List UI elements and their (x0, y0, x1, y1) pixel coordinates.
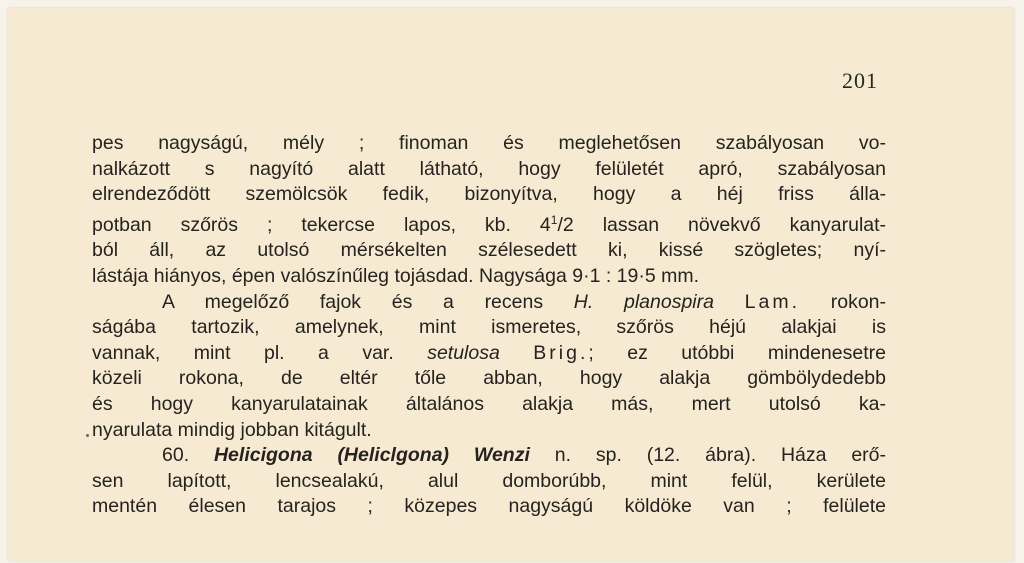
print-speck (86, 434, 89, 437)
whorl-fraction-numerator: 1 (550, 212, 558, 227)
text-line: mentén élesen tarajos ; közepes nagyságú köldöke van ; felülete (92, 495, 886, 518)
text-segment: potban szőrös ; tekercse lapos, kb. (92, 213, 511, 236)
entry-number: 60. (162, 444, 190, 467)
document-page (8, 8, 1014, 561)
variety-name: setulosa (427, 341, 500, 364)
species-name: H. planospira (573, 290, 714, 313)
body-text (92, 131, 886, 520)
text-line: nyarulata mindig jobban kitágult. (92, 418, 372, 441)
text-line: közeli rokona, de eltér tőle abban, hogy alakja gömbölydedebb (92, 367, 886, 390)
text-line: elrendeződött szemölcsök fedik, bizonyítva, hogy a héj friss álla- (92, 183, 886, 206)
text-line: ból áll, az utolsó mérsékelten szélesedett ki, kissé szögletes; nyí- (92, 239, 886, 262)
page-number: 201 (842, 68, 878, 93)
species-name: Wenzi (473, 444, 530, 467)
text-segment: rokon- (830, 290, 886, 313)
figure-reference: (12. ábra). (646, 444, 757, 467)
whorl-count: 4 (539, 213, 551, 236)
text-line (92, 443, 886, 469)
author-name: Brig. (533, 341, 589, 364)
text-line: ságába tartozik, amelynek, mint ismeretes, szőrös héjú alakjai is (92, 316, 886, 339)
text-line (92, 341, 886, 367)
text-segment: ; ez utóbbi mindenesetre (588, 341, 886, 364)
whorl-fraction-denominator: 2 (562, 213, 574, 236)
designation: n. sp. (554, 444, 622, 467)
text-segment: vannak, mint pl. a var. (92, 341, 394, 364)
author-name: Lam. (744, 290, 801, 313)
text-line (92, 290, 886, 316)
text-line: sen lapított, lencsealakú, alul domborúbb, mint felül, kerülete (92, 469, 886, 492)
text-segment: lassan növekvő kanyarulat- (602, 213, 886, 236)
subgenus-name: (Heliclgona) (337, 444, 450, 467)
text-segment: Háza erő- (780, 444, 886, 467)
text-segment: A megelőző fajok és a recens (162, 290, 544, 313)
text-line: lástája hiányos, épen valószínűleg tojásdad. Nagysága 9·1 : 19·5 mm. (92, 264, 700, 287)
text-line: nalkázott s nagyító alatt látható, hogy felületét apró, szabályosan (92, 157, 886, 180)
text-line: és hogy kanyarulatainak általános alakja más, mert utolsó ka- (92, 392, 886, 415)
text-line: pes nagyságú, mély ; finoman és meglehetősen szabályosan vo- (92, 132, 886, 154)
text-line: potban szőrös ; tekercse lapos, kb. $4^1/2$ lassan növekvő kanyarulat- (92, 212, 886, 236)
genus-name: Helicigona (213, 444, 313, 467)
